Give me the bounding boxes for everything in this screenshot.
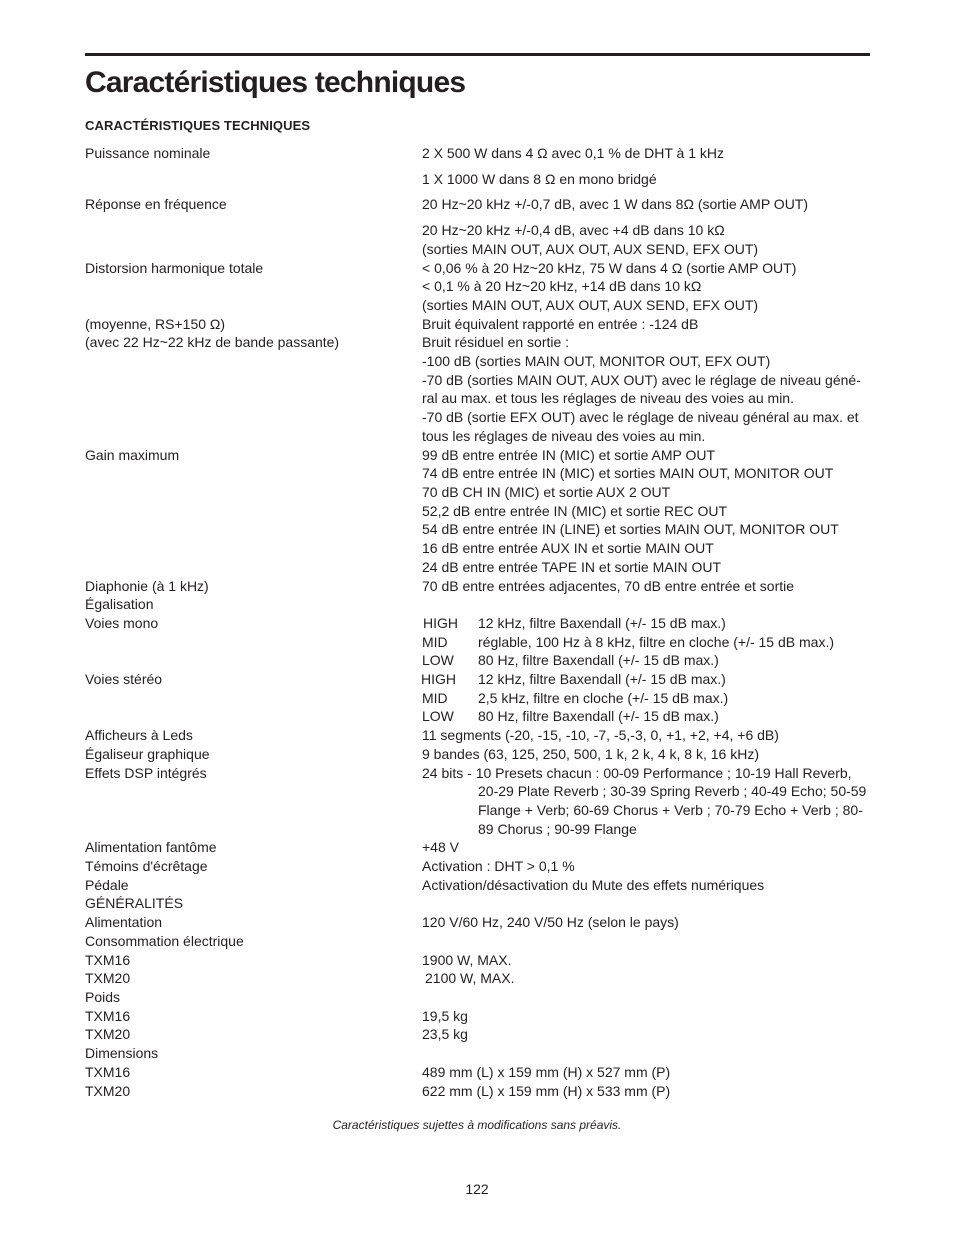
stereo-high-key: HIGH xyxy=(421,671,456,687)
label-gain: Gain maximum xyxy=(85,447,180,463)
value-gain-1: 99 dB entre entrée IN (MIC) et sortie AMP OUT xyxy=(422,447,716,463)
value-distorsion-2: < 0,1 % à 20 Hz~20 kHz, +14 dB dans 10 kΩ xyxy=(422,278,702,294)
value-afficheurs: 11 segments (-20, -15, -10, -7, -5,-3, 0, +1, +2, +4, +6 dB) xyxy=(422,727,779,743)
label-poids-txm16: TXM16 xyxy=(85,1008,131,1024)
mono-high-key: HIGH xyxy=(423,615,458,631)
label-voies-stereo: Voies stéréo xyxy=(85,671,163,687)
value-puissance-2: 1 X 1000 W dans 8 Ω en mono bridgé xyxy=(422,171,657,187)
value-reponse-3: (sorties MAIN OUT, AUX OUT, AUX SEND, EFX OUT) xyxy=(422,241,759,257)
top-rule xyxy=(85,53,870,56)
label-puissance: Puissance nominale xyxy=(85,145,211,161)
stereo-mid-value: 2,5 kHz, filtre en cloche (+/- 15 dB max.) xyxy=(478,690,729,706)
value-dim-txm16: 489 mm (L) x 159 mm (H) x 527 mm (P) xyxy=(422,1064,671,1080)
label-distorsion: Distorsion harmonique totale xyxy=(85,260,264,276)
value-effets-2: 20-29 Plate Reverb ; 30-39 Spring Reverb ; 40-49 Echo; 50-59 xyxy=(478,783,867,799)
value-gain-4: 52,2 dB entre entrée IN (MIC) et sortie REC OUT xyxy=(422,503,727,519)
label-bande-passante: (avec 22 Hz~22 kHz de bande passante) xyxy=(85,334,340,350)
value-bruit-3: -100 dB (sorties MAIN OUT, MONITOR OUT, EFX OUT) xyxy=(422,353,771,369)
value-poids-txm20: 23,5 kg xyxy=(422,1026,468,1042)
label-egalisation: Égalisation xyxy=(85,596,154,612)
value-alim-fantome: +48 V xyxy=(422,839,459,855)
value-gain-2: 74 dB entre entrée IN (MIC) et sorties MAIN OUT, MONITOR OUT xyxy=(422,465,834,481)
label-effets: Effets DSP intégrés xyxy=(85,765,207,781)
label-alim-fantome: Alimentation fantôme xyxy=(85,839,217,855)
label-voies-mono: Voies mono xyxy=(85,615,159,631)
value-puissance-1: 2 X 500 W dans 4 Ω avec 0,1 % de DHT à 1 kHz xyxy=(422,145,725,161)
value-bruit-6: -70 dB (sortie EFX OUT) avec le réglage de niveau général au max. et xyxy=(422,409,859,425)
value-reponse-1: 20 Hz~20 kHz +/-0,7 dB, avec 1 W dans 8Ω (sortie AMP OUT) xyxy=(422,196,809,212)
stereo-low-value: 80 Hz, filtre Baxendall (+/- 15 dB max.) xyxy=(478,708,719,724)
value-gain-5: 54 dB entre entrée IN (LINE) et sorties MAIN OUT, MONITOR OUT xyxy=(422,521,839,537)
value-gain-7: 24 dB entre entrée TAPE IN et sortie MAIN OUT xyxy=(422,559,722,575)
value-pedale: Activation/désactivation du Mute des effets numériques xyxy=(422,877,765,893)
label-dimensions: Dimensions xyxy=(85,1045,159,1061)
value-poids-txm16: 19,5 kg xyxy=(422,1008,468,1024)
mono-high-value: 12 kHz, filtre Baxendall (+/- 15 dB max.) xyxy=(478,615,726,631)
value-bruit-5: ral au max. et tous les réglages de niveau des voies au min. xyxy=(422,390,794,406)
label-dim-txm20: TXM20 xyxy=(85,1083,131,1099)
label-pedale: Pédale xyxy=(85,877,129,893)
section-heading: CARACTÉRISTIQUES TECHNIQUES xyxy=(85,118,311,133)
label-dim-txm16: TXM16 xyxy=(85,1064,131,1080)
value-distorsion-3: (sorties MAIN OUT, AUX OUT, AUX SEND, EFX OUT) xyxy=(422,297,759,313)
value-effets-1: 24 bits - 10 Presets chacun : 00-09 Performance ; 10-19 Hall Reverb, xyxy=(422,765,852,781)
value-conso-txm16: 1900 W, MAX. xyxy=(422,952,512,968)
value-bruit-4: -70 dB (sorties MAIN OUT, AUX OUT) avec le réglage de niveau géné- xyxy=(422,372,861,388)
value-effets-4: 89 Chorus ; 90-99 Flange xyxy=(478,821,637,837)
stereo-high-value: 12 kHz, filtre Baxendall (+/- 15 dB max.) xyxy=(478,671,726,687)
mono-mid-value: réglable, 100 Hz à 8 kHz, filtre en cloche (+/- 15 dB max.) xyxy=(478,634,834,650)
value-bruit-7: tous les réglages de niveau des voies au min. xyxy=(422,428,706,444)
page-number: 122 xyxy=(465,1181,489,1197)
page-title: Caractéristiques techniques xyxy=(85,66,466,99)
value-alimentation: 120 V/60 Hz, 240 V/50 Hz (selon le pays) xyxy=(422,914,679,930)
mono-low-value: 80 Hz, filtre Baxendall (+/- 15 dB max.) xyxy=(478,652,719,668)
value-temoins: Activation : DHT > 0,1 % xyxy=(422,858,575,874)
value-bruit-2: Bruit résiduel en sortie : xyxy=(422,334,570,350)
value-gain-6: 16 dB entre entrée AUX IN et sortie MAIN OUT xyxy=(422,540,714,556)
label-generalites: GÉNÉRALITÉS xyxy=(85,895,184,911)
value-gain-3: 70 dB CH IN (MIC) et sortie AUX 2 OUT xyxy=(422,484,671,500)
value-effets-3: Flange + Verb; 60-69 Chorus + Verb ; 70-79 Echo + Verb ; 80- xyxy=(478,802,863,818)
mono-mid-key: MID xyxy=(422,634,448,650)
value-dim-txm20: 622 mm (L) x 159 mm (H) x 533 mm (P) xyxy=(422,1083,671,1099)
label-egaliseur: Égaliseur graphique xyxy=(85,746,210,762)
label-conso-txm16: TXM16 xyxy=(85,952,131,968)
label-afficheurs: Afficheurs à Leds xyxy=(85,727,193,743)
label-poids: Poids xyxy=(85,989,121,1005)
label-poids-txm20: TXM20 xyxy=(85,1026,131,1042)
label-temoins: Témoins d'écrêtage xyxy=(85,858,208,874)
value-bruit-1: Bruit équivalent rapporté en entrée : -124 dB xyxy=(422,316,699,332)
value-distorsion-1: < 0,06 % à 20 Hz~20 kHz, 75 W dans 4 Ω (sortie AMP OUT) xyxy=(422,260,797,276)
label-moyenne: (moyenne, RS+150 Ω) xyxy=(85,316,226,332)
label-conso-txm20: TXM20 xyxy=(85,970,131,986)
value-diaphonie: 70 dB entre entrées adjacentes, 70 dB entre entrée et sortie xyxy=(422,578,795,594)
stereo-mid-key: MID xyxy=(422,690,448,706)
footnote: Caractéristiques sujettes à modifications sans préavis. xyxy=(332,1118,622,1132)
label-alimentation: Alimentation xyxy=(85,914,163,930)
label-diaphonie: Diaphonie (à 1 kHz) xyxy=(85,578,209,594)
mono-low-key: LOW xyxy=(422,652,454,668)
label-consommation: Consommation électrique xyxy=(85,933,244,949)
value-egaliseur: 9 bandes (63, 125, 250, 500, 1 k, 2 k, 4 k, 8 k, 16 kHz) xyxy=(422,746,759,762)
value-reponse-2: 20 Hz~20 kHz +/-0,4 dB, avec +4 dB dans 10 kΩ xyxy=(422,222,725,238)
value-conso-txm20: 2100 W, MAX. xyxy=(425,970,515,986)
stereo-low-key: LOW xyxy=(422,708,454,724)
label-reponse: Réponse en fréquence xyxy=(85,196,227,212)
